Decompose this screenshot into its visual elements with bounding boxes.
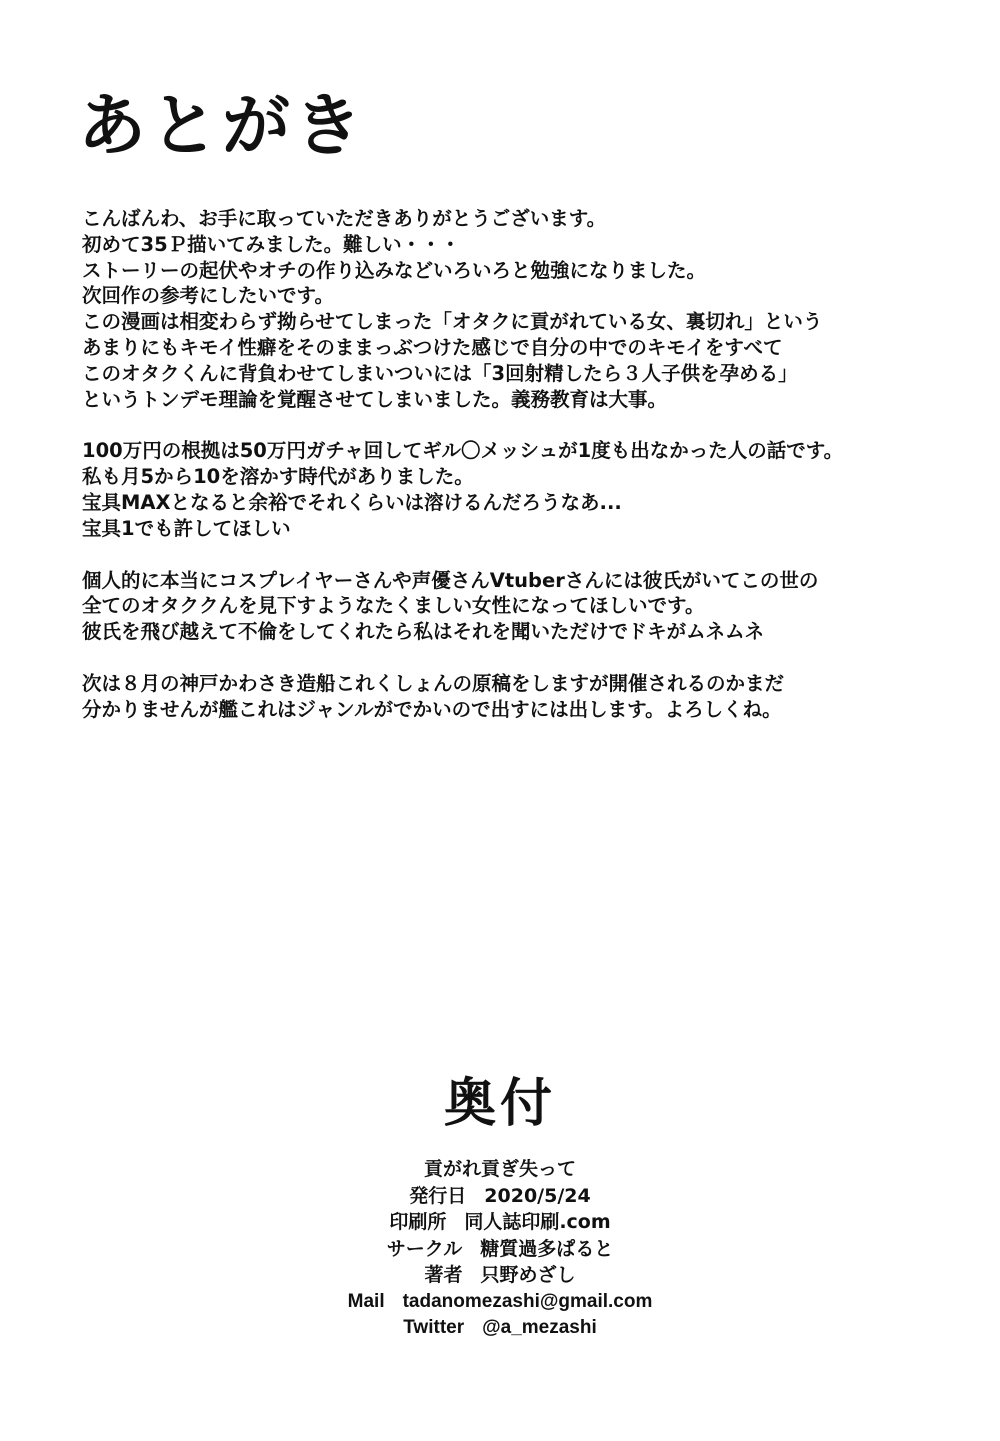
afterword-paragraph-2	[82, 438, 962, 541]
colophon-row-mail	[0, 1289, 1000, 1316]
afterword-paragraph-1	[82, 206, 962, 412]
book-title: 貢がれ貢ぎ失って	[423, 1158, 576, 1180]
text-line: ストーリーの起伏やオチの作り込みなどいろいろと勉強になりました。	[82, 258, 707, 282]
text-line: 私も月5から10を溶かす時代がありました。	[82, 465, 474, 489]
email-address: tadanomezashi@gmail.com	[402, 1290, 653, 1312]
colophon-list	[0, 1156, 1000, 1342]
text-line: こんばんわ、お手に取っていただきありがとうございます。	[82, 207, 607, 230]
colophon-label: 発行日	[409, 1184, 467, 1207]
text-line: 100万円の根拠は50万円ガチャ回してギル〇メッシュが1度も出なかった人の話です。	[82, 439, 844, 463]
text-line: 次は８月の神戸かわさき造船これくしょんの原稿をしますが開催されるのかまだ	[82, 671, 785, 695]
colophon-row-twitter	[0, 1315, 1000, 1342]
afterword-title: あとがき	[78, 86, 367, 166]
text-line: 分かりませんが艦これはジャンルがでかいので出すには出します。よろしくね。	[82, 697, 782, 721]
text-line: 初めて35Ｐ描いてみました。難しい・・・	[82, 232, 461, 256]
text-line: この漫画は相変わらず拗らせてしまった「オタクに貢がれている女、裏切れ」という	[82, 310, 823, 334]
text-line: このオタクくんに背負わせてしまいついには「3回射精したら３人子供を孕める」	[82, 361, 798, 385]
colophon-label: Mail	[347, 1290, 385, 1312]
colophon-title: 奥付	[443, 1074, 556, 1134]
colophon-value: 只野めざし	[480, 1264, 576, 1286]
colophon-row-printer	[0, 1209, 1000, 1236]
colophon-value: 同人誌印刷.com	[464, 1211, 611, 1233]
text-line: 個人的に本当にコスプレイヤーさんや声優さんVtuberさんには彼氏がいてこの世の	[82, 568, 819, 592]
colophon-label: Twitter	[403, 1317, 465, 1338]
colophon-label: サークル	[386, 1237, 463, 1260]
text-line: 全てのオタククんを見下すようなたくましい女性になってほしいです。	[82, 594, 705, 618]
colophon-row-publish-date	[0, 1183, 1000, 1210]
text-line: あまりにもキモイ性癖をそのままっぶつけた感じで自分の中でのキモイをすべて	[82, 335, 783, 359]
colophon-value: 糖質過多ぱると	[480, 1237, 614, 1260]
text-line: 宝具MAXとなると余裕でそれくらいは溶けるんだろうなあ...	[82, 490, 622, 514]
colophon-book-title-row	[0, 1156, 1000, 1183]
afterword-paragraph-3	[82, 568, 962, 645]
text-line: というトンデモ理論を覚醒させてしまいました。義務教育は大事。	[82, 387, 668, 411]
text-line: 宝具1でも許してほしい	[82, 516, 291, 540]
colophon-row-circle	[0, 1236, 1000, 1263]
twitter-handle: @a_mezashi	[482, 1317, 597, 1338]
text-line: 次回作の参考にしたいです。	[82, 284, 334, 308]
afterword-body	[82, 206, 962, 749]
colophon-value: 2020/5/24	[484, 1184, 591, 1207]
colophon-label: 著者	[424, 1264, 463, 1286]
afterword-paragraph-4	[82, 671, 962, 723]
colophon-row-author	[0, 1262, 1000, 1289]
text-line: 彼氏を飛び越えて不倫をしてくれたら私はそれを聞いただけでドキがムネムネ	[82, 620, 765, 644]
colophon-label: 印刷所	[389, 1211, 447, 1233]
